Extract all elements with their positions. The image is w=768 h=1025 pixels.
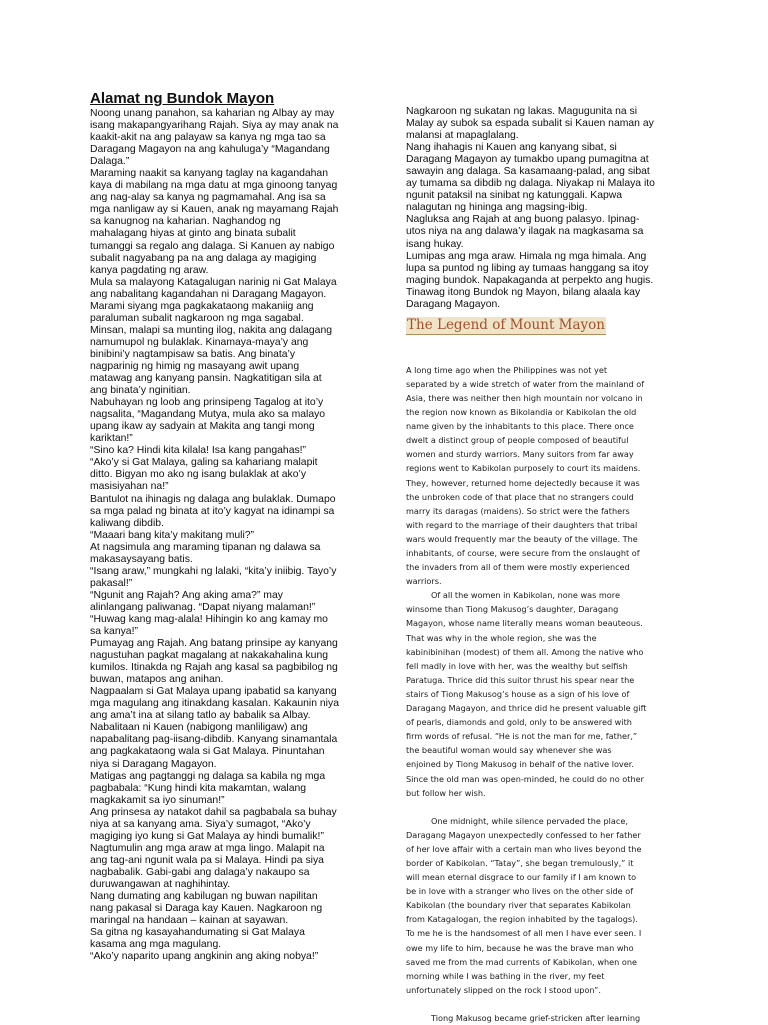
english-line: owe my life to him, because he was the brave man who (406, 942, 634, 953)
paragraph: Nabalitaan ni Kauen (nabigong manliligaw) ang napabalitang pag-iisang-dibdib. Kanyang sinamantala ang pagkakataong wala si Gat Malaya. Pinuntahan niya si Daragang Magayon. (90, 722, 338, 770)
paragraph: Nang dumating ang kabilugan ng buwan napilitan nang pakasal si Daraga kay Kauen. Nagkaroon ng maringal na handaan – kainan at sayawan. (90, 891, 323, 927)
english-line: the invaders from all of them were mostly experienced (406, 562, 630, 573)
english-line: stairs of Tiong Makusog’s house as a sign of his love of (406, 688, 630, 699)
english-line: winsome than Tiong Makusog’s daughter, Daragang (406, 604, 619, 615)
english-line: To me he is the handsomest of all men I have ever seen. I (406, 928, 642, 939)
paragraph: Ang prinsesa ay natakot dahil sa pagbabala sa buhay niya at sa kanyang ama. Siya’y sumagot, “Ako’y magiging iyo kung si Gat Malaya ay hindi bumalik!” (90, 806, 337, 842)
paragraph: “Ako’y naparito upang angkinin ang aking nobya!” (90, 951, 319, 963)
english-line: will mean eternal disgrace to our family if I am known to (406, 872, 637, 883)
paragraph: “Sino ka? Hindi kita kilala! Isa kang pangahas!” (90, 445, 307, 457)
english-line: of pearls, diamonds and gold, only to be answered with (406, 717, 632, 728)
english-line: with regard to the marriage of their daughters that tribal (406, 519, 638, 530)
english-line: Daragang Magayon, and thrice did he present valuable gift (406, 703, 647, 714)
english-line: They, however, returned home dejectedly because it was (406, 477, 640, 488)
english-line: the unbroken code of that place that no strangers could (406, 491, 634, 502)
paragraph: Nagtumulin ang mga araw at mga lingo. Malapit na ang tag-ani ngunit wala pa si Malaya. Hindi pa siya nagbabalik. Gabi-gabi ang dalaga’y nakaupo sa duruwangawan at naghihintay. (90, 842, 325, 890)
tagalog-body (90, 108, 370, 963)
tagalog-title: Alamat ng Bundok Mayon (90, 90, 275, 107)
paragraph: Noong unang panahon, sa kaharian ng Albay ay may isang makapangyarihang Rajah. Siya ay may anak na kaakit-akit na ang palayaw sa kanya ng mga tao sa Daragang Magayon na ang kahuluga’y “Magandang Dalaga.” (90, 108, 339, 168)
paragraph: Pumayag ang Rajah. Ang batang prinsipe ay kanyang nagustuhan pagkat magalang at nakakahalina kung kumilos. Itinakda ng Rajah ang kasal sa pagbibilog ng buwan, matapos ang anihan. (90, 638, 338, 686)
english-title: The Legend of Mount Mayon (407, 316, 605, 333)
english-line: wars would frequently mar the beauty of the village. The (406, 533, 638, 544)
english-line: inhabitants, of course, were secure from the onslaught of (406, 548, 640, 559)
paragraph: “Ngunit ang Rajah? Ang aking ama?” may alinlangang paliwanag. “Dapat niyang malaman!” (90, 589, 316, 613)
english-line: women and sturdy warriors. Many suitors from far away (406, 449, 634, 460)
paragraph: “Isang araw,” mungkahi ng lalaki, “kita’y iniibig. Tayo’y pakasal!” (90, 565, 337, 589)
english-line: fell madly in love with her, was the wealthy but selfish (406, 660, 628, 671)
paragraph: Maraming naakit sa kanyang taglay na kagandahan kaya di mabilang na mga datu at mga ginoong tanyag ang nag-alay sa kanya ng pagmamahal. Ang isa sa mga nanligaw ay si Kauen, anak ng mayamang Rajah sa kanugnog na kaharian. Naghandog ng mahalagang hiyas at ginto ang binata subalit tumanggi sa regalo ang dalaga. Si Kanuen ay nabigo subalit nagyabang pa na ang dalaga ay magiging kanya pagdating ng araw. (90, 168, 339, 276)
english-line: unfortunately slipped on the rock I stood upon”. (406, 984, 601, 995)
english-body (406, 363, 706, 1025)
english-line: enjoined by Tiong Makusog in behalf of the native lover. (406, 759, 634, 770)
english-line: separated by a wide stretch of water from the mainland of (406, 378, 645, 389)
english-line: the region now known as Bikolandia or Kabikolan the old (406, 407, 637, 418)
paragraph: Nagkaroon ng sukatan ng lakas. Magugunita na si Malay ay subok sa espada subalit si Kauen naman ay malansi at mapaglalang. (406, 106, 654, 142)
english-line: from Katagalogan, the region inhabited by the tagalogs). (406, 914, 638, 925)
paragraph: Bantulot na ihinagis ng dalaga ang bulaklak. Dumapo sa mga palad ng binata at ito’y kagyat na idinampi sa kaliwang dibdib. (90, 493, 336, 529)
english-line: warriors. (406, 576, 442, 587)
english-line: Tiong Makusog became grief-stricken after learning (431, 1012, 641, 1023)
paragraph: Nang ihahagis ni Kauen ang kanyang sibat, si Daragang Magayon ay tumakbo upang pumagitna at sawayin ang dalaga. Sa kasamaang-palad, ang sibat ay tumama sa dibdib ng dalaga. Niyakap ni Malaya ito ngunit pataksil na sinibat ng katunggali. Kapwa nalagutan ng hininga ang magsing-ibig. (406, 142, 655, 214)
english-line: Paratuga. Thrice did this suitor thrust his spear near the (406, 674, 635, 685)
english-line: One midnight, while silence pervaded the place, (431, 815, 628, 826)
english-line: name given by the inhabitants to this place. There once (406, 421, 634, 432)
tagalog-body-continued (406, 106, 706, 311)
english-line: be in love with a stranger who lives on the other side of (406, 886, 634, 897)
paragraph: Nagluksa ang Rajah at ang buong palasyo. Ipinag- utos niya na ang dalawa’y ilagak na magkasama sa isang hukay. (406, 214, 644, 250)
paragraph: “Huwag kang mag-alala! Hihingin ko ang kamay mo sa kanya!” (90, 613, 328, 638)
paragraph: Lumipas ang mga araw. Himala ng mga himala. Ang lupa sa puntod ng libing ay tumaas hanggang sa itoy maging bundok. Napakaganda at perpekto ang hugis. Tinawag itong Bundok ng Mayon, bilang alaala kay Daragang Magayon. (406, 250, 654, 310)
english-line: morning while I was bathing in the river, my feet (406, 970, 605, 981)
paragraph: Nagpaalam si Gat Malaya upang ipabatid sa kanyang mga magulang ang itinakdang kasalan. Kakaunin niya ang ama’t ina at silang tatlo ay babalik sa Albay. (90, 686, 339, 722)
english-line: Of all the women in Kabikolan, none was more (431, 590, 620, 601)
english-line: border of Kabikolan. “Tatay”, she began tremulously,” it (406, 857, 634, 868)
english-line: dwelt a distinct group of people composed of beautiful (406, 435, 629, 446)
english-line: A long time ago when the Philippines was not yet (406, 364, 608, 375)
english-line: saved me from the mad currents of Kabikolan, when one (406, 956, 637, 967)
paragraph: Mula sa malayong Katagalugan narinig ni Gat Malaya ang nabalitang kagandahan ni Daragang Magayon. Marami siyang mga pagkakataong makaniig ang paraluman subalit nagkaroon ng mga sagabal. Minsan, malapi sa munting ilog, nakita ang dalagang namumupol ng bulaklak. Kinamaya-maya’y ang binibini’y nagtampisaw sa batis. Ang binata’y nagparinig ng himig ng masayang awit upang matawag ang kanyang pansin. Nagkatitigan sila at ang binata’y nginitian. (90, 276, 337, 397)
english-line: Kabikolan (the boundary river that separates Kabikolan (406, 900, 631, 911)
english-line: kabinibinihan (modest) of them all. Among the native who (406, 646, 644, 657)
english-line: Magayon, whose name literally means woman beauteous. (406, 618, 643, 629)
english-line: the beautiful woman would say whenever she was (406, 745, 612, 756)
english-line: marry its daragas (maidens). So strict were the fathers (406, 505, 630, 516)
right-column (406, 106, 706, 1025)
english-line: regions went to Kabikolan purposely to court its maidens. (406, 463, 641, 474)
paragraph: Matigas ang pagtanggi ng dalaga sa kabila ng mga pagbabala: “Kung hindi kita makamtan, walang magkakamit sa iyo sinuman!” (90, 770, 326, 806)
paragraph: “Ako’y si Gat Malaya, galing sa kahariang malapit ditto. Bigyan mo ako ng isang bulaklak at ako’y masisiyahan na!” (90, 457, 318, 493)
english-line: of her love affair with a certain man who lives beyond the (406, 843, 642, 854)
english-line: Since the old man was open-minded, he could do no other (406, 773, 644, 784)
english-line: That was why in the whole region, she was the (406, 632, 597, 643)
english-line: Asia, there was neither then high mountain nor volcano in (406, 392, 643, 403)
paragraph: “Maaari bang kita’y makitang muli?” (90, 529, 255, 541)
english-line: but follow her wish. (406, 787, 486, 798)
english-line: Daragang Magayon unexpectedly confessed to her father (406, 829, 641, 840)
paragraph: At nagsimula ang maraming tipanan ng dalawa sa makasaysayang batis. (90, 541, 321, 565)
tagalog-column (90, 90, 370, 963)
paragraph: Nabuhayan ng loob ang prinsipeng Tagalog at ito’y nagsalita, “Magandang Mutya, mula ako sa malayo upang ikaw ay sadyain at Makita ang tangi mong kariktan!” (90, 397, 326, 445)
paragraph: Sa gitna ng kasayahandumating si Gat Malaya kasama ang mga magulang. (90, 927, 305, 951)
english-line: firm words of refusal. “He is not the man for me, father,” (406, 731, 638, 742)
